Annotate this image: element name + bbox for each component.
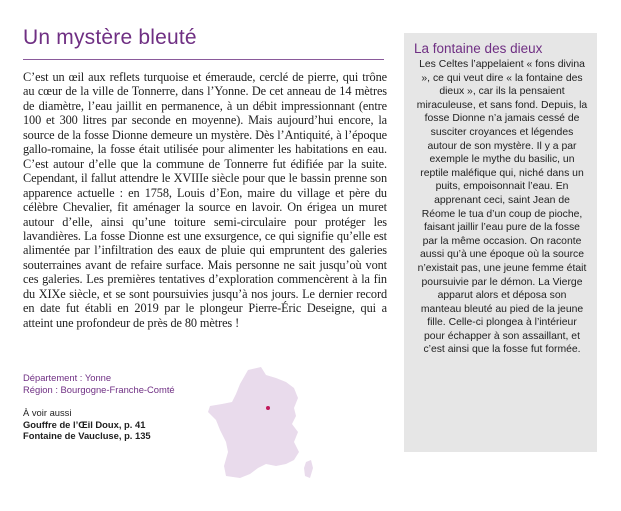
see-also-item: Fontaine de Vaucluse, p. 135 [23,430,151,441]
sidebar-title: La fontaine des dieux [414,41,543,56]
article-body: C’est un œil aux reflets turquoise et émeraude, cerclé de pierre, qui trône au cœur de la ville de Tonnerre, dans l’Yonne. De cet anneau de 14 mètres de diamètre, l’eau jaillit en permanence, à un débit impressionnant (entre 100 et 300 litres par seconde en moyenne). Mais aujourd’hui encore, la source de la fosse Dionne demeure un mystère. Dès l’Antiquité, à l’époque gallo-romaine, la fosse était utilisée pour alimenter les habitations en eau. C’est autour d’elle que la commune de Tonnerre fut édifiée par la suite. Cependant, il fallut attendre le XVIIIe siècle pour que le bassin prenne son apparence actuelle : en 1758, Louis d’Eon, maire du village et père du célèbre Chevalier, fit aménager la source en lavoir. On érigea un muret autour d’elle, ainsi qu’une toiture semi-circulaire pour protéger les lavandières. La fosse Dionne est une exsurgence, ce qui signifie qu’elle est alimentée par l’infiltration des eaux de pluie qui empruntent des galeries souterraines avant de refaire surface. Mais personne ne sait jusqu’où vont ces galeries. Les premières tentatives d’exploration commencèrent à la fin du XIXe siècle, et se sont poursuivies jusqu’à nos jours. Le dernier record en date fut établi en 2019 par le plongeur Pierre-Éric Deseigne, qui a atteint une profondeur de près de 80 mètres ! [23,70,387,330]
sidebar-box [404,33,597,452]
article-title: Un mystère bleuté [23,26,197,49]
france-map [206,366,318,481]
department-label: Département : Yonne [23,372,112,383]
location-info [23,372,223,396]
france-shape [208,367,299,478]
location-marker [266,406,270,410]
title-divider [23,59,384,60]
see-also-block [23,407,223,442]
region-label: Région : Bourgogne-Franche-Comté [23,384,175,395]
corsica-shape [304,460,313,478]
see-also-item: Gouffre de l’Œil Doux, p. 41 [23,418,146,430]
see-also-heading: À voir aussi [23,407,72,418]
sidebar-text: Les Celtes l’appelaient « fons divina », ce qui veut dire « la fontaine des dieux », car ils la pensaient miraculeuse, et sans fond. Depuis, la fosse Dionne n’a jamais cessé de susciter croyances et légendes autour de son mystère. Il y a par exemple le mythe du basilic, un reptile maléfique qui, niché dans un puits, empoisonnait l’eau. En apprenant ceci, saint Jean de Réome le tua d’un coup de pioche, faisant jaillir l’eau pure de la fosse par la même occasion. On raconte aussi qu’à une époque où la source n’existait pas, une jeune femme était poursuivie par le démon. La Vierge apparut alors et déposa son manteau bleuté au pied de la jeune fille. Celle-ci plongea à l’intérieur pour échapper à son assaillant, et c’est ainsi que la fosse fut formée. [416,59,588,356]
